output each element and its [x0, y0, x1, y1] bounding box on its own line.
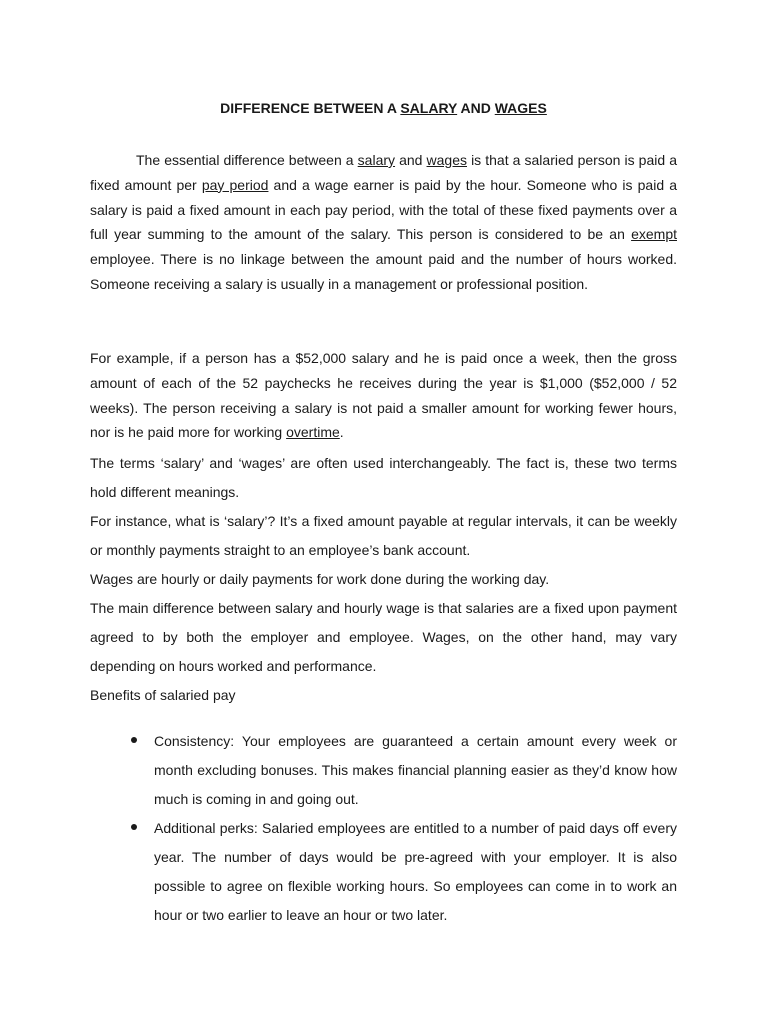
link-overtime[interactable]: overtime	[286, 424, 340, 441]
salary-definition-paragraph: For instance, what is ‘salary’? It’s a fixed amount payable at regular intervals, it can be weekly or monthly payments straight to an employee’s bank account.	[90, 513, 677, 558]
link-exempt[interactable]: exempt	[631, 226, 677, 243]
text-run: For example, if a person has a $52,000 salary and he is paid once a week, then the gross amount of each of the 52 paychecks he receives during the year is $1,000 ($52,000 / 52 weeks). The person receiving a salary is not paid a smaller amount for working fewer hours, nor is he paid more for working	[90, 350, 677, 441]
bullet-icon	[131, 824, 137, 830]
terms-paragraph: The terms ‘salary’ and ‘wages’ are often used interchangeably. The fact is, these two terms hold different meanings.	[90, 455, 677, 500]
list-item	[154, 814, 677, 930]
benefits-heading: Benefits of salaried pay	[90, 687, 236, 703]
text-run: The essential difference between a	[136, 152, 358, 168]
benefits-list	[154, 727, 677, 930]
list-item	[154, 727, 677, 814]
example-paragraph	[90, 346, 677, 445]
body-lines	[90, 449, 677, 710]
list-item-text: Additional perks: Salaried employees are entitled to a number of paid days off every year. The number of days would be pre-agreed with your employer. It is also possible to agree on flexible working hours. So employees can come in to work an hour or two earlier to leave an hour or two later.	[154, 820, 677, 923]
wages-definition-paragraph: Wages are hourly or daily payments for work done during the working day.	[90, 571, 550, 587]
title-wages: WAGES	[494, 100, 547, 116]
document-title	[90, 99, 677, 117]
title-prefix: DIFFERENCE BETWEEN A	[220, 100, 401, 116]
link-salary[interactable]: salary	[357, 152, 396, 168]
main-difference-paragraph: The main difference between salary and hourly wage is that salaries are a fixed upon payment agreed to by both the employer and employee. Wages, on the other hand, may vary depending on hours worked and performance.	[90, 600, 677, 674]
text-run: is that a salaried person is paid a fixed amount per	[90, 152, 677, 193]
list-item-text: Consistency: Your employees are guaranteed a certain amount every week or month excluding bonuses. This makes financial planning easier as they’d know how much is coming in and going out.	[154, 733, 677, 807]
text-run: and	[395, 152, 427, 168]
intro-paragraph	[90, 148, 677, 297]
text-run: .	[339, 424, 344, 441]
title-salary: SALARY	[400, 100, 458, 116]
bullet-icon	[131, 737, 137, 743]
link-pay-period[interactable]: pay period	[201, 176, 269, 193]
title-and: AND	[457, 100, 495, 116]
text-run: employee. There is no linkage between the amount paid and the number of hours worked. Someone receiving a salary is usually in a management or professional position.	[90, 251, 677, 292]
text-run: and a wage earner is paid by the hour. Someone who is paid a salary is paid a fixed amount in each pay period, with the total of these fixed payments over a full year summing to the amount of the salary. This person is considered to be an	[90, 176, 678, 243]
link-wages[interactable]: wages	[426, 152, 467, 168]
